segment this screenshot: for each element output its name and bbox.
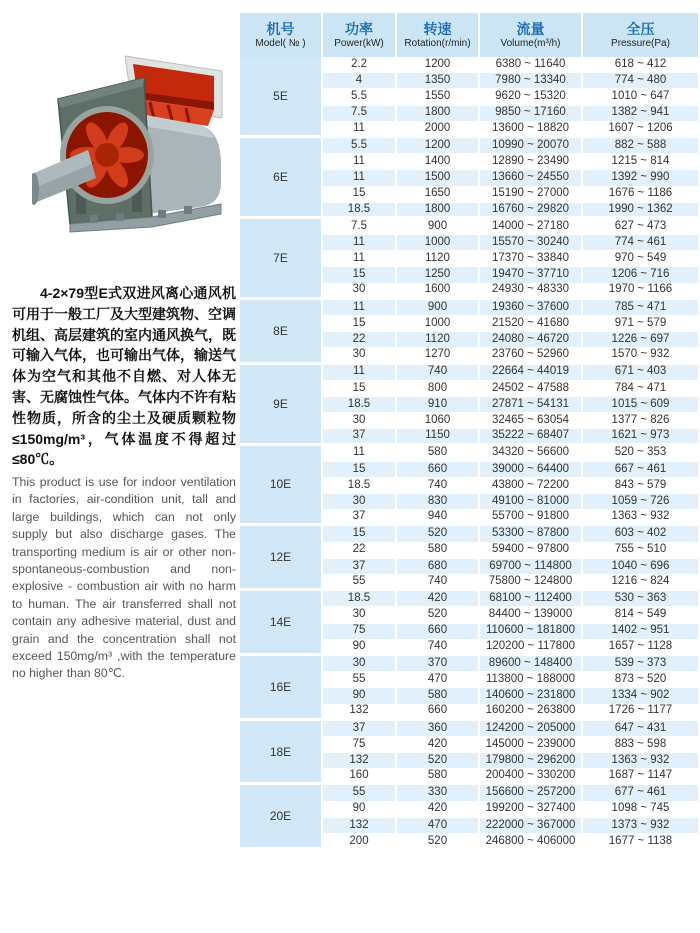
- table-cell: 246800 ~ 406000: [480, 834, 583, 850]
- table-cell: 470: [397, 818, 480, 834]
- table-cell: 30: [323, 413, 397, 429]
- table-cell: 420: [397, 737, 480, 753]
- table-cell: 680: [397, 559, 480, 575]
- table-cell: 740: [397, 575, 480, 591]
- table-cell: 55: [323, 672, 397, 688]
- table-cell: 132: [323, 818, 397, 834]
- table-cell: 4: [323, 73, 397, 89]
- table-cell: 55: [323, 785, 397, 801]
- table-row: [240, 365, 698, 381]
- table-cell: 6380 ~ 11640: [480, 57, 583, 73]
- table-cell: 647 ~ 431: [583, 721, 698, 737]
- table-cell: 18.5: [323, 203, 397, 219]
- table-row: [240, 526, 698, 542]
- table-cell: 1216 ~ 824: [583, 575, 698, 591]
- table-cell: 75800 ~ 124800: [480, 575, 583, 591]
- column-header-en: Volume(m³/h): [500, 37, 561, 49]
- table-cell: 755 ~ 510: [583, 543, 698, 559]
- table-cell: 774 ~ 480: [583, 73, 698, 89]
- table-cell: 30: [323, 284, 397, 300]
- table-cell: 110600 ~ 181800: [480, 624, 583, 640]
- table-cell: 1570 ~ 932: [583, 348, 698, 364]
- spec-table: [240, 13, 698, 850]
- table-cell: 900: [397, 300, 480, 316]
- table-cell: 1060: [397, 413, 480, 429]
- table-cell: 23760 ~ 52960: [480, 348, 583, 364]
- fan-base-slot-2: [116, 213, 124, 221]
- table-cell: 970 ~ 549: [583, 251, 698, 267]
- table-cell: 1200: [397, 138, 480, 154]
- table-cell: 603 ~ 402: [583, 526, 698, 542]
- table-cell: 1687 ~ 1147: [583, 769, 698, 785]
- table-cell: 13600 ~ 18820: [480, 122, 583, 138]
- fan-base-slot-3: [158, 210, 166, 218]
- table-cell: 15: [323, 462, 397, 478]
- table-cell: 360: [397, 721, 480, 737]
- column-header-cn: 转速: [423, 20, 452, 37]
- table-cell: 910: [397, 397, 480, 413]
- header-row: [240, 13, 698, 57]
- column-header-cn: 机号: [266, 20, 295, 37]
- column-header-en: Rotation(r/min): [404, 37, 471, 49]
- model-cell-12E: 12E: [240, 526, 323, 591]
- table-cell: 830: [397, 494, 480, 510]
- table-cell: 17370 ~ 33840: [480, 251, 583, 267]
- table-cell: 520: [397, 526, 480, 542]
- table-cell: 520: [397, 607, 480, 623]
- table-cell: 1726 ~ 1177: [583, 705, 698, 721]
- table-cell: 1650: [397, 187, 480, 203]
- fan-illustration: [32, 52, 237, 237]
- table-row: [240, 785, 698, 801]
- model-cell-16E: 16E: [240, 656, 323, 721]
- table-cell: 580: [397, 446, 480, 462]
- model-cell-9E: 9E: [240, 365, 323, 446]
- table-cell: 1377 ~ 826: [583, 413, 698, 429]
- table-cell: 53300 ~ 87800: [480, 526, 583, 542]
- table-cell: 2000: [397, 122, 480, 138]
- table-cell: 520: [397, 834, 480, 850]
- fan-product-photo: [32, 52, 237, 237]
- table-cell: 7.5: [323, 106, 397, 122]
- table-row: [240, 721, 698, 737]
- table-cell: 200400 ~ 330200: [480, 769, 583, 785]
- table-cell: 1363 ~ 932: [583, 753, 698, 769]
- fan-hub: [95, 143, 119, 167]
- table-cell: 37: [323, 510, 397, 526]
- table-cell: 30: [323, 494, 397, 510]
- table-cell: 520: [397, 753, 480, 769]
- table-cell: 785 ~ 471: [583, 300, 698, 316]
- table-row: [240, 446, 698, 462]
- table-cell: 1040 ~ 696: [583, 559, 698, 575]
- table-cell: 1550: [397, 89, 480, 105]
- table-cell: 160200 ~ 263800: [480, 705, 583, 721]
- table-cell: 740: [397, 365, 480, 381]
- table-cell: 900: [397, 219, 480, 235]
- table-cell: 580: [397, 543, 480, 559]
- table-cell: 15190 ~ 27000: [480, 187, 583, 203]
- table-cell: 882 ~ 588: [583, 138, 698, 154]
- table-cell: 132: [323, 753, 397, 769]
- table-cell: 1990 ~ 1362: [583, 203, 698, 219]
- table-row: [240, 591, 698, 607]
- table-cell: 15: [323, 267, 397, 283]
- table-cell: 618 ~ 412: [583, 57, 698, 73]
- table-cell: 1373 ~ 932: [583, 818, 698, 834]
- table-cell: 21520 ~ 41680: [480, 316, 583, 332]
- table-cell: 22: [323, 543, 397, 559]
- table-cell: 43800 ~ 72200: [480, 478, 583, 494]
- table-cell: 520 ~ 353: [583, 446, 698, 462]
- table-cell: 883 ~ 598: [583, 737, 698, 753]
- table-cell: 1382 ~ 941: [583, 106, 698, 122]
- table-cell: 11: [323, 154, 397, 170]
- table-cell: 1015 ~ 609: [583, 397, 698, 413]
- table-cell: 873 ~ 520: [583, 672, 698, 688]
- table-cell: 24080 ~ 46720: [480, 332, 583, 348]
- table-cell: 11: [323, 251, 397, 267]
- table-cell: 14000 ~ 27180: [480, 219, 583, 235]
- table-cell: 2.2: [323, 57, 397, 73]
- table-cell: 667 ~ 461: [583, 462, 698, 478]
- table-cell: 11: [323, 170, 397, 186]
- table-cell: 1200: [397, 57, 480, 73]
- table-cell: 75: [323, 737, 397, 753]
- table-cell: 11: [323, 446, 397, 462]
- model-cell-10E: 10E: [240, 446, 323, 527]
- table-cell: 814 ~ 549: [583, 607, 698, 623]
- table-cell: 660: [397, 705, 480, 721]
- table-cell: 7.5: [323, 219, 397, 235]
- table-cell: 19470 ~ 37710: [480, 267, 583, 283]
- table-cell: 420: [397, 802, 480, 818]
- column-header-cn: 功率: [345, 20, 373, 37]
- table-cell: 18.5: [323, 397, 397, 413]
- model-cell-5E: 5E: [240, 57, 323, 138]
- column-header-cn: 流量: [516, 20, 545, 37]
- table-cell: 9620 ~ 15320: [480, 89, 583, 105]
- table-row: [240, 656, 698, 672]
- table-cell: 671 ~ 403: [583, 365, 698, 381]
- table-cell: 1657 ~ 1128: [583, 640, 698, 656]
- table-cell: 30: [323, 656, 397, 672]
- table-cell: 37: [323, 721, 397, 737]
- table-cell: 1250: [397, 267, 480, 283]
- table-cell: 37: [323, 559, 397, 575]
- model-cell-8E: 8E: [240, 300, 323, 365]
- model-cell-7E: 7E: [240, 219, 323, 300]
- table-row: [240, 57, 698, 73]
- table-cell: 120200 ~ 117800: [480, 640, 583, 656]
- table-cell: 971 ~ 579: [583, 316, 698, 332]
- table-cell: 1392 ~ 990: [583, 170, 698, 186]
- column-header-1: [323, 13, 397, 57]
- table-cell: 627 ~ 473: [583, 219, 698, 235]
- table-cell: 37: [323, 429, 397, 445]
- table-cell: 1270: [397, 348, 480, 364]
- table-cell: 1215 ~ 814: [583, 154, 698, 170]
- table-cell: 530 ~ 363: [583, 591, 698, 607]
- table-cell: 124200 ~ 205000: [480, 721, 583, 737]
- table-cell: 30: [323, 348, 397, 364]
- table-row: [240, 138, 698, 154]
- table-cell: 1621 ~ 973: [583, 429, 698, 445]
- table-cell: 1000: [397, 316, 480, 332]
- table-cell: 15: [323, 316, 397, 332]
- table-cell: 7980 ~ 13340: [480, 73, 583, 89]
- table-cell: 1098 ~ 745: [583, 802, 698, 818]
- table-cell: 1334 ~ 902: [583, 688, 698, 704]
- column-header-en: Pressure(Pa): [611, 37, 670, 49]
- table-cell: 55: [323, 575, 397, 591]
- table-cell: 19360 ~ 37600: [480, 300, 583, 316]
- table-cell: 160: [323, 769, 397, 785]
- table-cell: 27871 ~ 54131: [480, 397, 583, 413]
- table-cell: 11: [323, 235, 397, 251]
- table-cell: 1600: [397, 284, 480, 300]
- table-cell: 15: [323, 526, 397, 542]
- table-cell: 580: [397, 688, 480, 704]
- table-cell: 1120: [397, 332, 480, 348]
- column-header-en: Model( № ): [255, 37, 306, 49]
- table-cell: 660: [397, 624, 480, 640]
- table-cell: 15: [323, 381, 397, 397]
- table-cell: 660: [397, 462, 480, 478]
- table-cell: 34320 ~ 56600: [480, 446, 583, 462]
- table-cell: 1206 ~ 716: [583, 267, 698, 283]
- table-cell: 1676 ~ 1186: [583, 187, 698, 203]
- spec-table-wrap: [240, 13, 698, 850]
- table-cell: 5.5: [323, 89, 397, 105]
- table-cell: 677 ~ 461: [583, 785, 698, 801]
- table-cell: 1800: [397, 106, 480, 122]
- table-cell: 132: [323, 705, 397, 721]
- column-header-0: [240, 13, 323, 57]
- table-cell: 1800: [397, 203, 480, 219]
- column-header-cn: 全压: [626, 20, 655, 37]
- table-cell: 784 ~ 471: [583, 381, 698, 397]
- table-cell: 1226 ~ 697: [583, 332, 698, 348]
- spec-table-head: [240, 13, 698, 57]
- description-english: This product is use for indoor ventilation in factories, air-condition unit, tall and large buildings, which can not only supply but also discharge gases. The transporting medium is air or other non-spontaneous-combustion and non-explosive - combustion air with no harm to human. The air transferred shall not contain any adhesive material, dust and grain and the concentration shall not exceed 150mg/m³ ,with the temperature no higher than 80℃.: [12, 475, 236, 681]
- spec-table-body: [240, 57, 698, 850]
- table-cell: 22664 ~ 44019: [480, 365, 583, 381]
- table-cell: 539 ~ 373: [583, 656, 698, 672]
- column-header-en: Power(kW): [334, 37, 384, 49]
- table-row: [240, 219, 698, 235]
- table-cell: 15570 ~ 30240: [480, 235, 583, 251]
- table-cell: 15: [323, 187, 397, 203]
- table-cell: 13660 ~ 24550: [480, 170, 583, 186]
- table-cell: 59400 ~ 97800: [480, 543, 583, 559]
- table-cell: 1010 ~ 647: [583, 89, 698, 105]
- model-cell-20E: 20E: [240, 785, 323, 850]
- model-cell-6E: 6E: [240, 138, 323, 219]
- table-cell: 199200 ~ 327400: [480, 802, 583, 818]
- table-cell: 420: [397, 591, 480, 607]
- model-cell-14E: 14E: [240, 591, 323, 656]
- table-cell: 740: [397, 478, 480, 494]
- table-cell: 800: [397, 381, 480, 397]
- table-cell: 113800 ~ 188000: [480, 672, 583, 688]
- table-cell: 75: [323, 624, 397, 640]
- table-cell: 24502 ~ 47588: [480, 381, 583, 397]
- table-cell: 1000: [397, 235, 480, 251]
- table-cell: 12890 ~ 23490: [480, 154, 583, 170]
- table-cell: 1402 ~ 951: [583, 624, 698, 640]
- table-cell: 330: [397, 785, 480, 801]
- table-cell: 89600 ~ 148400: [480, 656, 583, 672]
- table-cell: 1120: [397, 251, 480, 267]
- table-cell: 9850 ~ 17160: [480, 106, 583, 122]
- fan-base-slot-4: [184, 206, 192, 214]
- table-cell: 32465 ~ 63054: [480, 413, 583, 429]
- table-cell: 370: [397, 656, 480, 672]
- description-chinese: 4-2×79型E式双进风离心通风机可用于一般工厂及大型建筑物、空调机组、高层建筑的室内通风换气，既可输入气体，也可输出气体，输送气体为空气和其他不自燃、对人体无害、无腐蚀性气体。气体内不许有粘性物质，所含的尘土及硬质颗粒物≤150mg/m³，气体温度不得超过≤80℃。: [12, 285, 236, 468]
- table-cell: 11: [323, 365, 397, 381]
- table-cell: 22: [323, 332, 397, 348]
- column-header-3: [480, 13, 583, 57]
- table-cell: 84400 ~ 139000: [480, 607, 583, 623]
- table-cell: 90: [323, 640, 397, 656]
- table-cell: 1970 ~ 1166: [583, 284, 698, 300]
- table-cell: 90: [323, 802, 397, 818]
- model-cell-18E: 18E: [240, 721, 323, 786]
- left-column: [10, 0, 238, 933]
- table-cell: 24930 ~ 48330: [480, 284, 583, 300]
- table-cell: 156600 ~ 257200: [480, 785, 583, 801]
- table-cell: 18.5: [323, 478, 397, 494]
- column-header-4: [583, 13, 698, 57]
- table-cell: 35222 ~ 68407: [480, 429, 583, 445]
- table-cell: 69700 ~ 114800: [480, 559, 583, 575]
- table-cell: 1400: [397, 154, 480, 170]
- table-cell: 11: [323, 122, 397, 138]
- table-cell: 1059 ~ 726: [583, 494, 698, 510]
- table-cell: 1500: [397, 170, 480, 186]
- table-cell: 774 ~ 461: [583, 235, 698, 251]
- table-cell: 55700 ~ 91800: [480, 510, 583, 526]
- table-cell: 200: [323, 834, 397, 850]
- table-cell: 580: [397, 769, 480, 785]
- table-cell: 222000 ~ 367000: [480, 818, 583, 834]
- table-cell: 1363 ~ 932: [583, 510, 698, 526]
- table-cell: 11: [323, 300, 397, 316]
- table-cell: 49100 ~ 81000: [480, 494, 583, 510]
- table-cell: 16760 ~ 29820: [480, 203, 583, 219]
- table-cell: 68100 ~ 112400: [480, 591, 583, 607]
- table-cell: 5.5: [323, 138, 397, 154]
- table-cell: 1677 ~ 1138: [583, 834, 698, 850]
- table-cell: 90: [323, 688, 397, 704]
- table-cell: 30: [323, 607, 397, 623]
- table-cell: 740: [397, 640, 480, 656]
- table-cell: 470: [397, 672, 480, 688]
- table-cell: 940: [397, 510, 480, 526]
- table-cell: 18.5: [323, 591, 397, 607]
- table-cell: 1350: [397, 73, 480, 89]
- table-cell: 145000 ~ 239000: [480, 737, 583, 753]
- table-cell: 1150: [397, 429, 480, 445]
- table-cell: 10990 ~ 20070: [480, 138, 583, 154]
- table-cell: 179800 ~ 296200: [480, 753, 583, 769]
- table-cell: 39000 ~ 64400: [480, 462, 583, 478]
- table-row: [240, 300, 698, 316]
- table-cell: 1607 ~ 1206: [583, 122, 698, 138]
- fan-base-slot-1: [90, 215, 98, 223]
- column-header-2: [397, 13, 480, 57]
- table-cell: 843 ~ 579: [583, 478, 698, 494]
- table-cell: 140600 ~ 231800: [480, 688, 583, 704]
